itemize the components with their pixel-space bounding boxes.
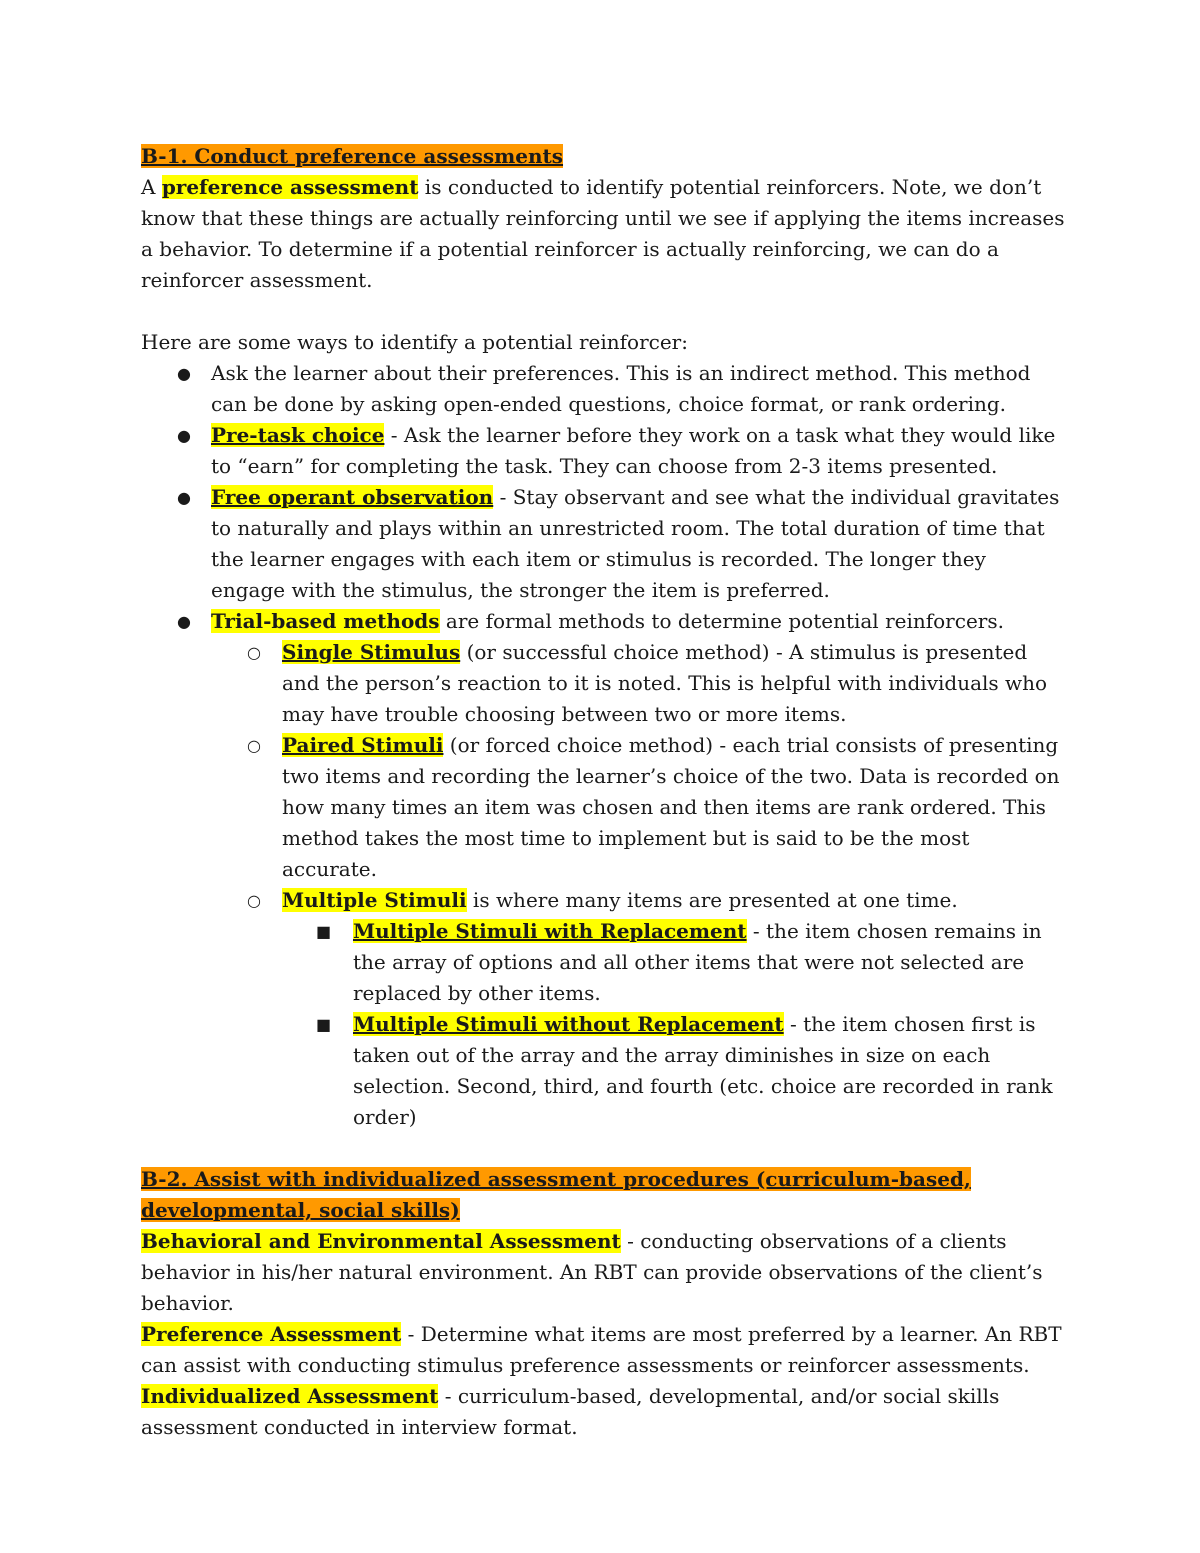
list-item (141, 358, 1066, 420)
ways-intro: Here are some ways to identify a potential reinforcer: (141, 330, 688, 354)
intro-a: A (141, 175, 156, 199)
list-item (141, 885, 1066, 916)
term-preference-assessment-b2: Preference Assessment (141, 1322, 402, 1346)
list-item (141, 1009, 1066, 1133)
list-item (141, 916, 1066, 1009)
paragraph-text: - curriculum-based, developmental, and/or social skills assessment conducted in interview format. (141, 1384, 1000, 1439)
list-item (141, 420, 1066, 482)
item-text: (or successful choice method) - A stimulus is presented and the person’s reaction to it is noted. This is helpful with individuals who may have trouble choosing between two or more items. (282, 640, 1048, 726)
term-multiple-stimuli: Multiple Stimuli (282, 888, 467, 912)
bullet-disc-icon: ● (177, 426, 191, 445)
term-individualized-assessment: Individualized Assessment (141, 1384, 439, 1408)
term-free-operant-observation: Free operant observation (211, 485, 494, 509)
b2-paragraph (141, 1226, 1066, 1319)
blank-line (141, 296, 1066, 327)
bullet-disc-icon: ● (177, 612, 191, 631)
section-b2-heading-line (141, 1164, 1066, 1226)
list-item (141, 730, 1066, 885)
list-item (141, 606, 1066, 637)
item-text: - Ask the learner before they work on a task what they would like to “earn” for completing the task. They can choose from 2-3 items presented. (211, 423, 1056, 478)
term-paired-stimuli: Paired Stimuli (282, 733, 444, 757)
paragraph-text: - conducting observations of a clients behavior in his/her natural environment. An RBT can provide observations of the client’s behavior. (141, 1229, 1043, 1315)
item-text: - the item chosen first is taken out of the array and the array diminishes in size on each selection. Second, third, and fourth (etc. choice are recorded in rank order) (353, 1012, 1053, 1129)
item-text: (or forced choice method) - each trial consists of presenting two items and recording the learner’s choice of the two. Data is recorded on how many times an item was chosen and then items are rank ordered. This method takes the most time to implement but is said to be the most accurate. (282, 733, 1060, 881)
bullet-disc-icon: ● (177, 488, 191, 507)
term-trial-based-methods: Trial-based methods (211, 609, 440, 633)
item-text: - the item chosen remains in the array of options and all other items that were not selected are replaced by other items. (353, 919, 1042, 1005)
paragraph-text: - Determine what items are most preferred by a learner. An RBT can assist with conducting stimulus preference assessments or reinforcer assessments. (141, 1322, 1062, 1377)
bullet-circle-icon: ○ (247, 736, 261, 755)
section-b1-heading-line (141, 141, 1066, 172)
term-mswor: Multiple Stimuli without Replacement (353, 1012, 784, 1036)
section-b1-heading: B-1. Conduct preference assessments (141, 144, 564, 168)
item-text: are formal methods to determine potential reinforcers. (439, 609, 1004, 633)
intro-text: is conducted to identify potential reinforcers. Note, we don’t know that these things are actually reinforcing until we see if applying the items increases a behavior. To determine if a potential reinforcer is actually reinforcing, we can do a reinforcer assessment. (141, 175, 1065, 292)
term-single-stimulus: Single Stimulus (282, 640, 461, 664)
b2-paragraph (141, 1381, 1066, 1443)
bullet-disc-icon: ● (177, 364, 191, 383)
blank-line (141, 1133, 1066, 1164)
section-b2-heading: B-2. Assist with individualized assessment procedures (curriculum-based, developmental, social skills) (141, 1167, 971, 1222)
bullet-circle-icon: ○ (247, 891, 261, 910)
term-preference-assessment: preference assessment (161, 175, 419, 199)
item-text: - Stay observant and see what the individual gravitates to naturally and plays within an unrestricted room. The total duration of time that the learner engages with each item or stimulus is recorded. The longer they engage with the stimulus, the stronger the item is preferred. (211, 485, 1060, 602)
b1-intro-paragraph (141, 172, 1066, 296)
bullet-circle-icon: ○ (247, 643, 261, 662)
bullet-square-icon: ■ (316, 1015, 332, 1034)
b2-paragraph (141, 1319, 1066, 1381)
item-text: Ask the learner about their preferences. This is an indirect method. This method can be done by asking open-ended questions, choice format, or rank ordering. (211, 361, 1031, 416)
term-mswr: Multiple Stimuli with Replacement (353, 919, 747, 943)
document-page (141, 141, 1066, 1443)
ways-list (141, 358, 1066, 1133)
item-text: is where many items are presented at one time. (466, 888, 958, 912)
bullet-square-icon: ■ (316, 922, 332, 941)
term-pre-task-choice: Pre-task choice (211, 423, 385, 447)
list-item (141, 482, 1066, 606)
term-behavioral-environmental-assessment: Behavioral and Environmental Assessment (141, 1229, 621, 1253)
list-item (141, 637, 1066, 730)
